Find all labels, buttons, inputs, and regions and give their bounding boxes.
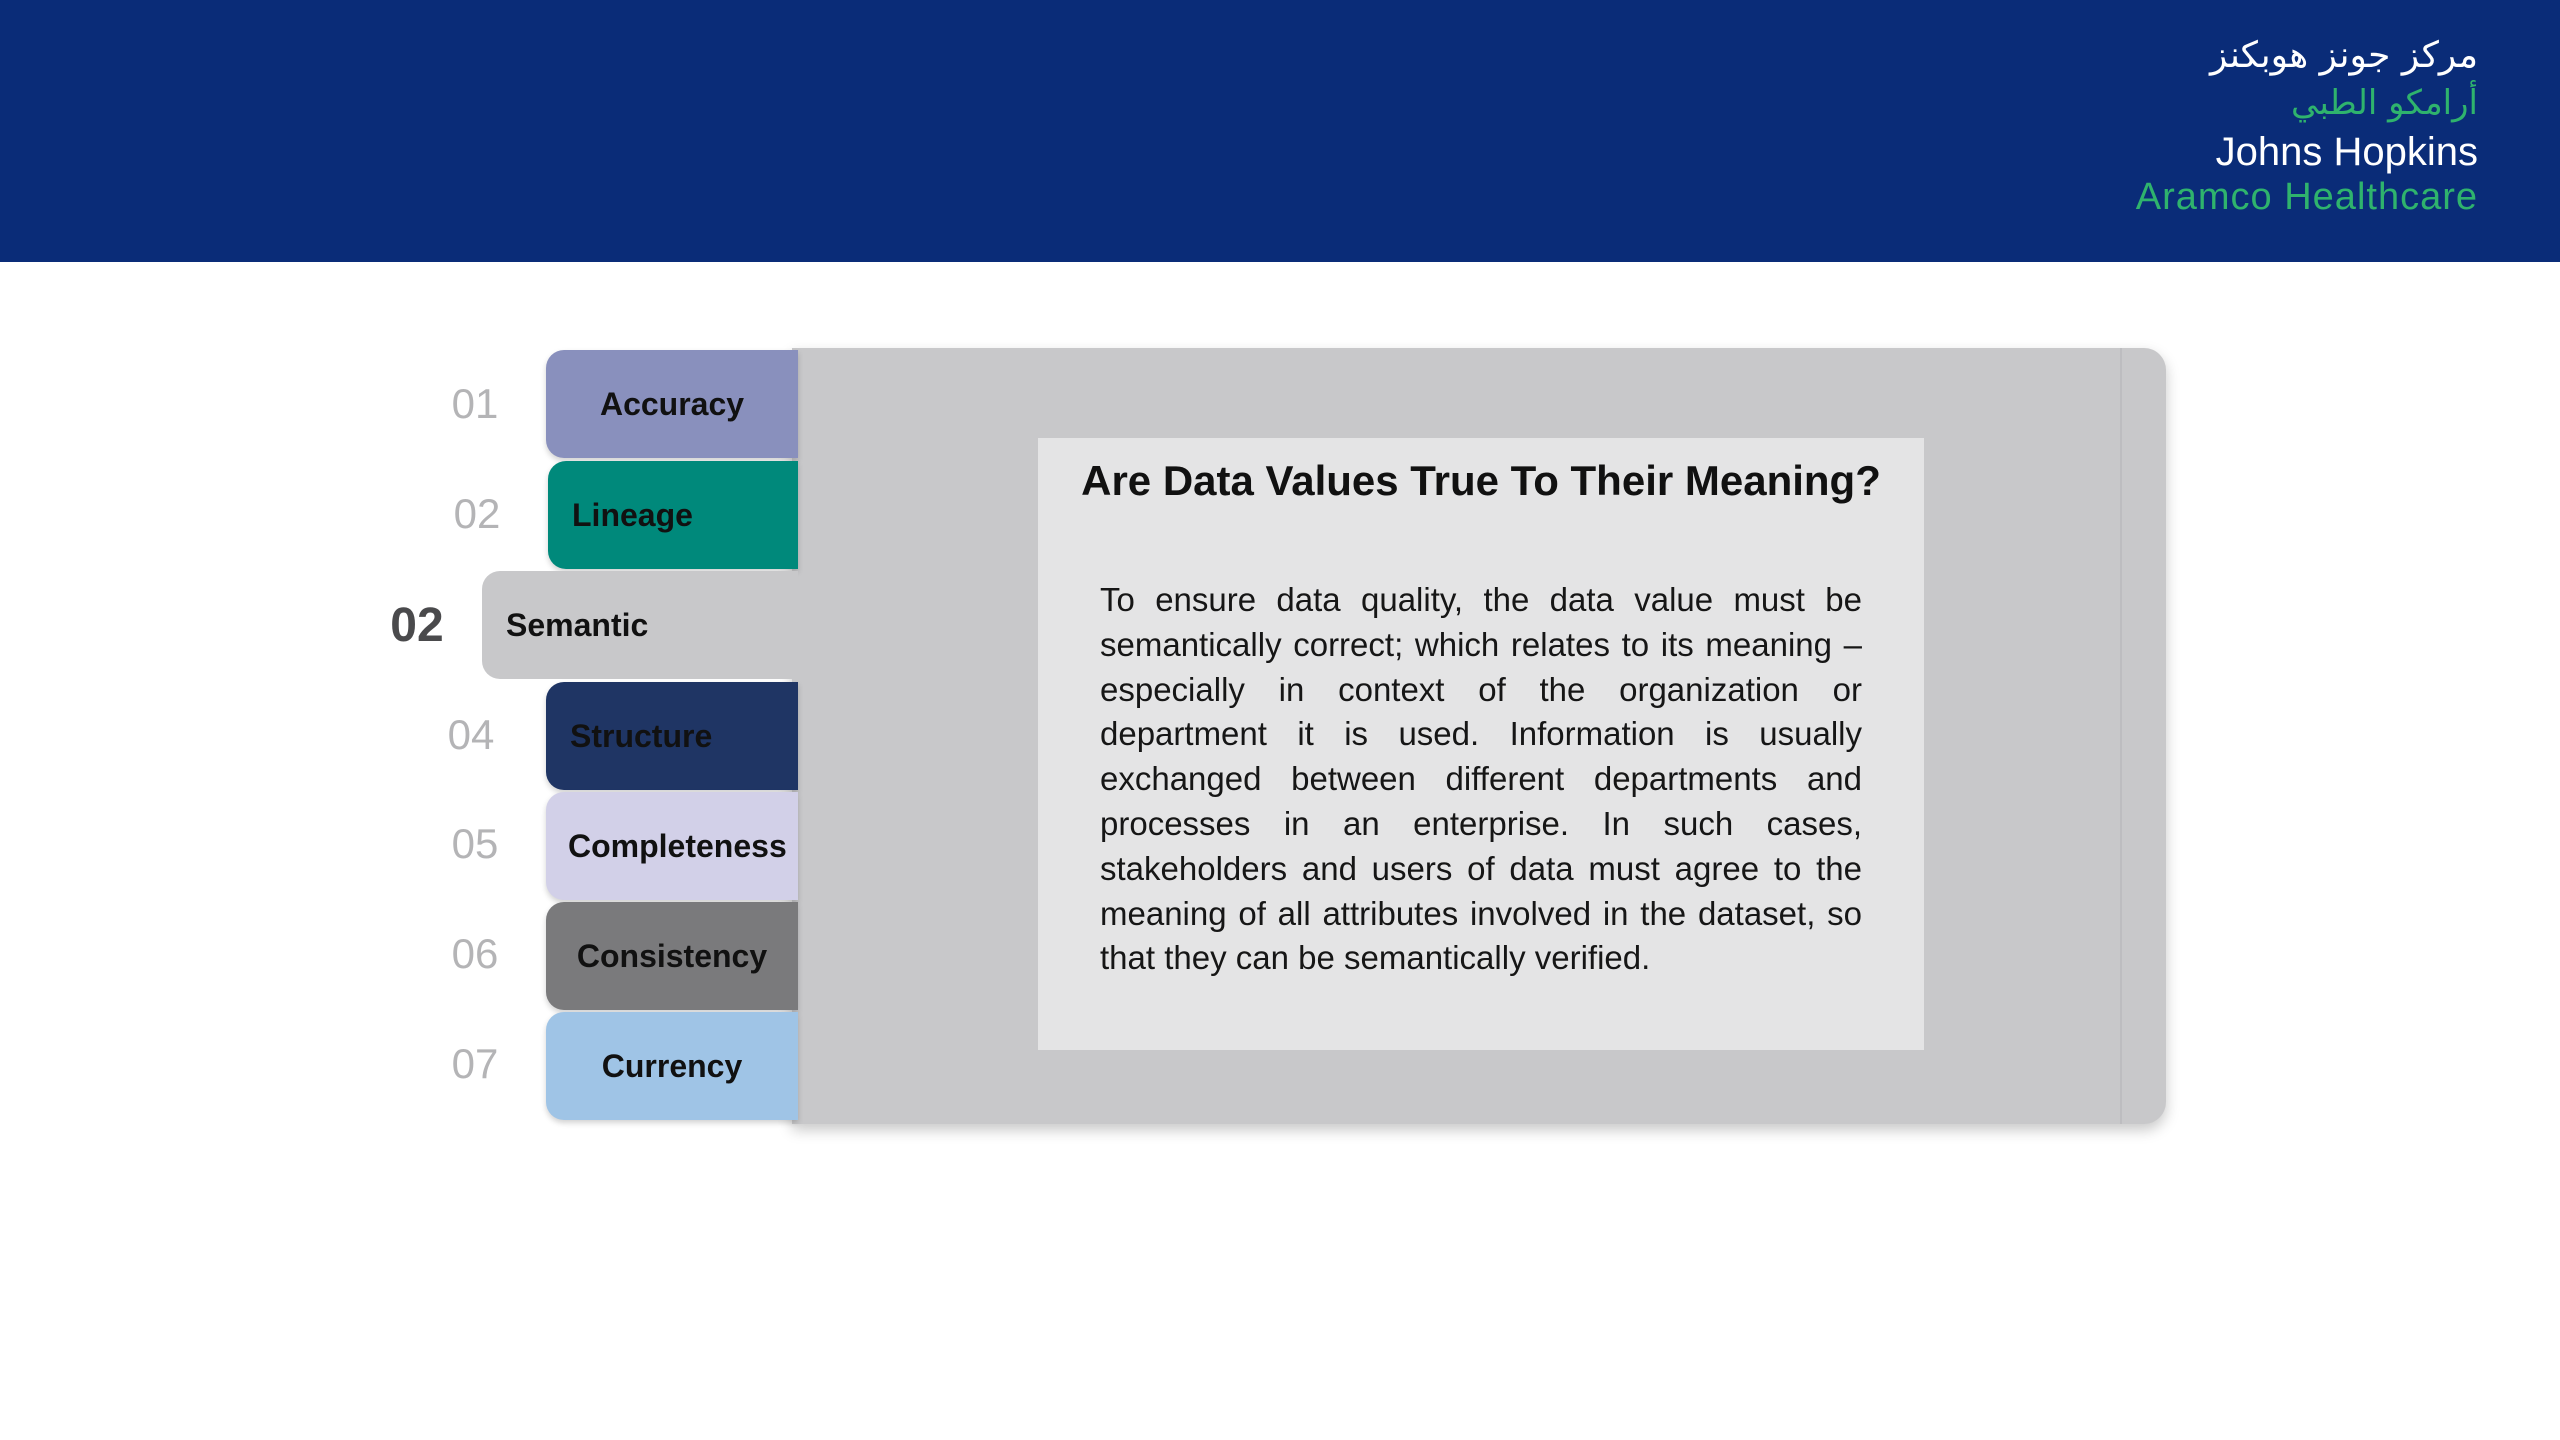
tab-label-structure: Structure [570, 717, 713, 754]
header-banner [0, 0, 2560, 262]
tab-number-semantic: 02 [390, 599, 444, 652]
logo-english-line1: Johns Hopkins [2215, 130, 2478, 174]
tab-label-semantic: Semantic [506, 606, 649, 643]
tab-accuracy[interactable] [546, 350, 798, 458]
content-body: To ensure data quality, the data value must be semantically correct; which relates to its meaning – especially in context of the organization or department it is used. Information is usually exchanged between different departments and processes in an enterprise. In such cases, stakeholders and users of data must agree to the meaning of all attributes involved in the dataset, so that they can be semantically verified. [1100, 581, 1862, 977]
tab-structure[interactable] [546, 682, 798, 790]
content-box [1038, 438, 1924, 1050]
tab-number-consistency: 06 [451, 930, 499, 977]
tab-currency[interactable] [546, 1012, 798, 1120]
tab-number-accuracy: 01 [451, 380, 499, 427]
logo-arabic-line1: مركز جونز هوبكنز [2210, 35, 2478, 76]
tab-number-structure: 04 [447, 711, 495, 758]
tab-label-lineage: Lineage [572, 496, 693, 533]
tab-number-currency: 07 [451, 1040, 499, 1087]
tab-label-consistency: Consistency [576, 937, 768, 974]
content-title: Are Data Values True To Their Meaning? [1081, 457, 1881, 504]
tab-lineage[interactable] [548, 461, 798, 569]
tab-number-lineage: 02 [453, 490, 501, 537]
tab-semantic[interactable] [482, 571, 798, 679]
panel-edge-divider [2120, 348, 2122, 1124]
logo-arabic-line2: أرامكو الطبي [2291, 83, 2478, 123]
johns-hopkins-aramco-logo [2135, 35, 2478, 222]
tab-consistency[interactable] [546, 902, 798, 1010]
logo-english-line2: Aramco Healthcare [2135, 176, 2478, 218]
tab-label-currency: Currency [601, 1047, 743, 1084]
tab-number-completeness: 05 [451, 820, 499, 867]
tab-label-completeness: Completeness [568, 827, 787, 864]
tab-completeness[interactable] [546, 792, 798, 900]
tab-label-accuracy: Accuracy [599, 385, 745, 422]
